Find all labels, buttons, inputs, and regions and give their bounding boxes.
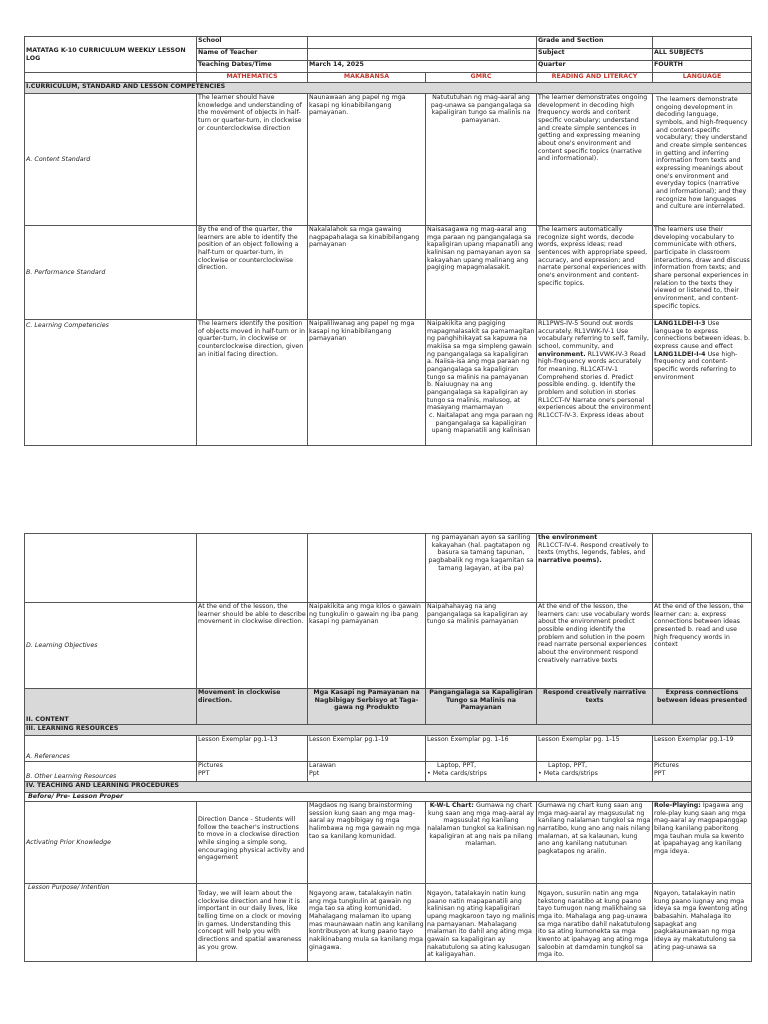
lesson-log-table-page1 — [24, 36, 752, 446]
content-standard-reading: The learner demonstrates ongoing development in decoding high frequency words and content specific vocabulary; understand and create simple sentences in getting and expressing meaning about one's environment and content specific topics (narrative and informational). — [537, 94, 653, 226]
objectives-label: D. Learning Objectives — [25, 603, 197, 689]
subject-reading: READING AND LITERACY — [537, 73, 653, 83]
quarter-label: Quarter — [537, 61, 653, 73]
section-resources: III. LEARNING RESOURCES — [25, 725, 752, 736]
references-reading: Lesson Exemplar pg. 1-15 — [537, 736, 653, 762]
subject-math: MATHEMATICS — [197, 73, 308, 83]
other-resources-label: B. Other Learning Resources — [25, 762, 197, 782]
references-language: Lesson Exemplar pg.1-19 — [653, 736, 752, 762]
objectives-language: At the end of the lesson, the learner can: a. express connections between ideas presented b. read and use high frequency words in context — [653, 603, 752, 689]
performance-standard-gmrc: Naisasagawa ng mag-aaral ang mga paraan ng pangangalaga sa kapaligiran upang mapanatili ang kalinisan ng pamayanan ayon sa kakayahan upang malinang ang pagiging mapagmalasakit. — [426, 226, 537, 320]
grade-value — [653, 37, 752, 49]
purpose-reading: Ngayon, susuriin natin ang mga tekstong naratibo at kung paano tayo tumugon nang malikhaing sa mga ito. Mahalaga ang pag-unawa sa mga naratibo dahil nakatutulong ito sa ating kumonekta sa mga kwento at ipahayag ang ating mga saloobin at damdamin tungkol sa mga ito. — [537, 884, 653, 962]
subject-language: LANGUAGE — [653, 73, 752, 83]
log-title: MATATAG K-10 CURRICULUM WEEKLY LESSON LOG — [25, 37, 197, 73]
content-standard-label: A. Content Standard — [25, 94, 197, 226]
purpose-gmrc: Ngayon, tatalakayin natin kung paano natin mapapanatili ang kalinisan ng ating kapaligiran upang magkaroon tayo ng malinis na pamayanan. Mahalagang malaman ito dahil ang ating mga gawain sa kapaligiran ay nakatutulong sa ating kalusugan at kaligayahan. — [426, 884, 537, 962]
purpose-language: Ngayon, tatalakayin natin kung paano iugnay ang mga ideya sa mga kwentong ating babasahin. Mahalaga ito sapagkat ang pagkakaunawaan ng mga ideya ay makatutulong sa ating pag-unawa sa — [653, 884, 752, 962]
objectives-makabansa: Naipakikita ang mga kilos o gawain ng tungkulin o gawain ng iba pang kasapi ng pamayanan — [308, 603, 426, 689]
competencies-label: C. Learning Competencies — [25, 320, 197, 446]
purpose-makabansa: Ngayong araw, tatalakayin natin ang mga tungkulin at gawain ng mga tao sa ating komunidad. Mahalagang malaman ito upang mas maunawaan natin ang kanilang kontribusyon at kung paano tayo nakikinabang mula sa kanilang mga ginagawa. — [308, 884, 426, 962]
references-gmrc: Lesson Exemplar pg. 1-16 — [426, 736, 537, 762]
performance-standard-makabansa: Nakalalahok sa mga gawaing nagpapahalaga sa kinabibilangang pamayanan — [308, 226, 426, 320]
teacher-label: Name of Teacher — [197, 49, 308, 61]
references-makabansa: Lesson Exemplar pg.1-19 — [308, 736, 426, 762]
other-resources-makabansa: Larawan Ppt — [308, 762, 426, 782]
purpose-math: Today, we will learn about the clockwise direction and how it is important in our daily lives, like telling time on a clock or moving in games. Understanding this concept will help you with directions and spatial awareness as you grow. — [197, 884, 308, 962]
activating-reading: Gumawa ng chart kung saan ang mga mag-aaral ay magsusulat ng kanilang nalalaman tungkol sa mga narratibo, kung ano ang nais nilang malaman, at sa kalaunan, kung ano ang kanilang natutunan pagkatapos ng aralin. — [537, 802, 653, 884]
subject-makabansa: MAKABANSA — [308, 73, 426, 83]
competencies-cont-label — [25, 534, 197, 603]
content-standard-gmrc: Natututuhan ng mag-aaral ang pag-unawa sa pangangalaga sa kapaligiran tungo sa malinis na pamayanan. — [426, 94, 537, 226]
competencies-cont-reading: the environment RL1CCT-IV-4. Respond creatively to texts (myths, legends, fables, and narrative poems). — [537, 534, 653, 603]
other-resources-gmrc: Laptop, PPT, • Meta cards/strips — [426, 762, 537, 782]
objectives-reading: At the end of the lesson, the learners can: use vocabulary words about the environment predict possible ending identify the problem and solution in the poem read narrate personal experiences about the environment respond creatively narrative texts — [537, 603, 653, 689]
content-math: Movement in clockwise direction. — [197, 689, 308, 725]
content-gmrc: Pangangalaga sa Kapaligiran Tungo sa Malinis na Pamayanan — [426, 689, 537, 725]
quarter-value: FOURTH — [653, 61, 752, 73]
content-label: II. CONTENT — [25, 689, 197, 725]
section-curriculum: I.CURRICULUM, STANDARD AND LESSON COMPETENCIES — [25, 83, 752, 94]
performance-standard-reading: The learners automatically recognize sight words, decode words, express ideas; read sentences with appropriate speed, accuracy, and expression; and narrate personal experiences with one's environment and content-specific topics. — [537, 226, 653, 320]
performance-standard-label: B. Performance Standard — [25, 226, 197, 320]
content-makabansa: Mga Kasapi ng Pamayanan na Nagbibigay Serbisyo at Taga-gawa ng Produkto — [308, 689, 426, 725]
subject-value: ALL SUBJECTS — [653, 49, 752, 61]
activating-makabansa: Magdaos ng isang brainstorming session kung saan ang mga mag-aaral ay magbibigay ng mga halimbawa ng mga gawain ng mga tao sa kanilang komunidad. — [308, 802, 426, 884]
school-value — [308, 37, 537, 49]
references-math: Lesson Exemplar pg.1-13 — [197, 736, 308, 762]
dates-value: March 14, 2025 — [308, 61, 537, 73]
competencies-language: LANG1LDEI-I-3 Use language to express connections between ideas. b. express cause and effect LANG1LDEI-I-4 Use high-frequency and content-specific words referring to environment — [653, 320, 752, 446]
other-resources-math: Pictures PPT — [197, 762, 308, 782]
competencies-gmrc: Naipakikita ang pagiging mapagmalasakit sa pamamagitan ng panghihikayat sa kapuwa na makiisa sa mga simpleng gawain ng pangangalaga sa kapaligiran a. Naiisa-isa ang mga paraan ng pangangalaga sa kapaligiran tungo sa malinis na pamayanan b. Naiuugnay na ang pangangalaga sa kapaligiran ay tungo sa malinis, malusog, at masayang mamamayan c. Naitalapat ang mga paraan ng pangangalaga sa kapaligiran upang mapanatili ang kalinisan — [426, 320, 537, 446]
content-standard-math: The learner should have knowledge and understanding of the movement of objects in half-turn or quarter-turn, in clockwise or counterclockwise direction — [197, 94, 308, 226]
subject-label: Subject — [537, 49, 653, 61]
activating-math: Direction Dance - Students will follow the teacher's instructions to move in a clockwise direction while singing a simple song, encouraging physical activity and engagement — [197, 802, 308, 884]
other-resources-language: Pictures PPT — [653, 762, 752, 782]
activating-gmrc: K-W-L Chart: Gumawa ng chart kung saan ang mga mag-aaral ay magsusulat ng kanilang nalalaman tungkol sa kalinisan ng kapaligiran at ang nais pa nilang malaman. — [426, 802, 537, 884]
competencies-cont-makabansa — [308, 534, 426, 603]
competencies-cont-math — [197, 534, 308, 603]
competencies-cont-language — [653, 534, 752, 603]
school-label: School — [197, 37, 308, 49]
dates-label: Teaching Dates/Time — [197, 61, 308, 73]
objectives-gmrc: Naipahahayag na ang pangangalaga sa kapaligiran ay tungo sa malinis pamayanan — [426, 603, 537, 689]
teacher-value — [308, 49, 537, 61]
content-reading: Respond creatively narrative texts — [537, 689, 653, 725]
purpose-label: Lesson Purpose/ Intention — [25, 884, 197, 962]
performance-standard-math: By the end of the quarter, the learners are able to identify the position of an object following a half-turn or quarter-turn, in clockwise or counterclockwise direction. — [197, 226, 308, 320]
subject-gmrc: GMRC — [426, 73, 537, 83]
competencies-makabansa: Naipaliliwanag ang papel ng mga kasapi ng kinabibilangang pamayanan — [308, 320, 426, 446]
before-lesson-label: Before/ Pre- Lesson Proper — [25, 793, 752, 802]
other-resources-reading: Laptop, PPT, • Meta cards/strips — [537, 762, 653, 782]
content-standard-makabansa: Naunawaan ang papel ng mga kasapi ng kinabibilangang pamayanan. — [308, 94, 426, 226]
subject-spacer — [25, 73, 197, 83]
content-standard-language: The learners demonstrate ongoing development in decoding language, symbols, and high-frequency and content-specific vocabulary; they understand and create simple sentences in getting and inferring information from texts and expressing meanings about one's environment and everyday topics (narrative and informational); and they recognize how languages and culture are interrelated. — [653, 94, 752, 226]
competencies-reading: RL1PWS-IV-5 Sound out words accurately. RL1VWK-IV-1 Use vocabulary referring to self, family, school, community, and environment. RL1VWK-IV-3 Read high-frequency words accurately for meaning. RL1CAT-IV-1 Comprehend stories d. Predict possible ending. g. Identify the problem and solution in stories RL1CCT-IV Narrate one's personal experiences about the environment RL1CCT-IV-3. Express ideas about — [537, 320, 653, 446]
activating-label: Activating Prior Knowledge — [25, 802, 197, 884]
lesson-log-table-page2 — [24, 533, 752, 962]
references-label: A. References — [25, 736, 197, 762]
section-procedures: IV. TEACHING AND LEARNING PROCEDURES — [25, 782, 752, 793]
activating-language: Role-Playing: Ipagawa ang role-play kung saan ang mga mag-aaral ay magpapanggap bilang kanilang paboritong mga tauhan mula sa kwento at ipapahayag ang kanilang mga ideya. — [653, 802, 752, 884]
competencies-cont-gmrc: ng pamayanan ayon sa sariling kakayahan (hal. pagtatapon ng basura sa tamang tapunan, pagbabalik ng mga kagamitan sa tamang lagayan, at iba pa) — [426, 534, 537, 603]
content-language: Express connections between ideas presented — [653, 689, 752, 725]
objectives-math: At the end of the lesson, the learner should be able to describe movement in clockwise direction. — [197, 603, 308, 689]
grade-label: Grade and Section — [537, 37, 653, 49]
competencies-math: The learners identify the position of objects moved in half-turn or in quarter-turn, in clockwise or counterclockwise direction, given an initial facing direction. — [197, 320, 308, 446]
performance-standard-language: The learners use their developing vocabulary to communicate with others, participate in classroom interactions, draw and discuss information from texts; and share personal experiences in relation to the texts they viewed or listened to, their environment, and content-specific topics. — [653, 226, 752, 320]
